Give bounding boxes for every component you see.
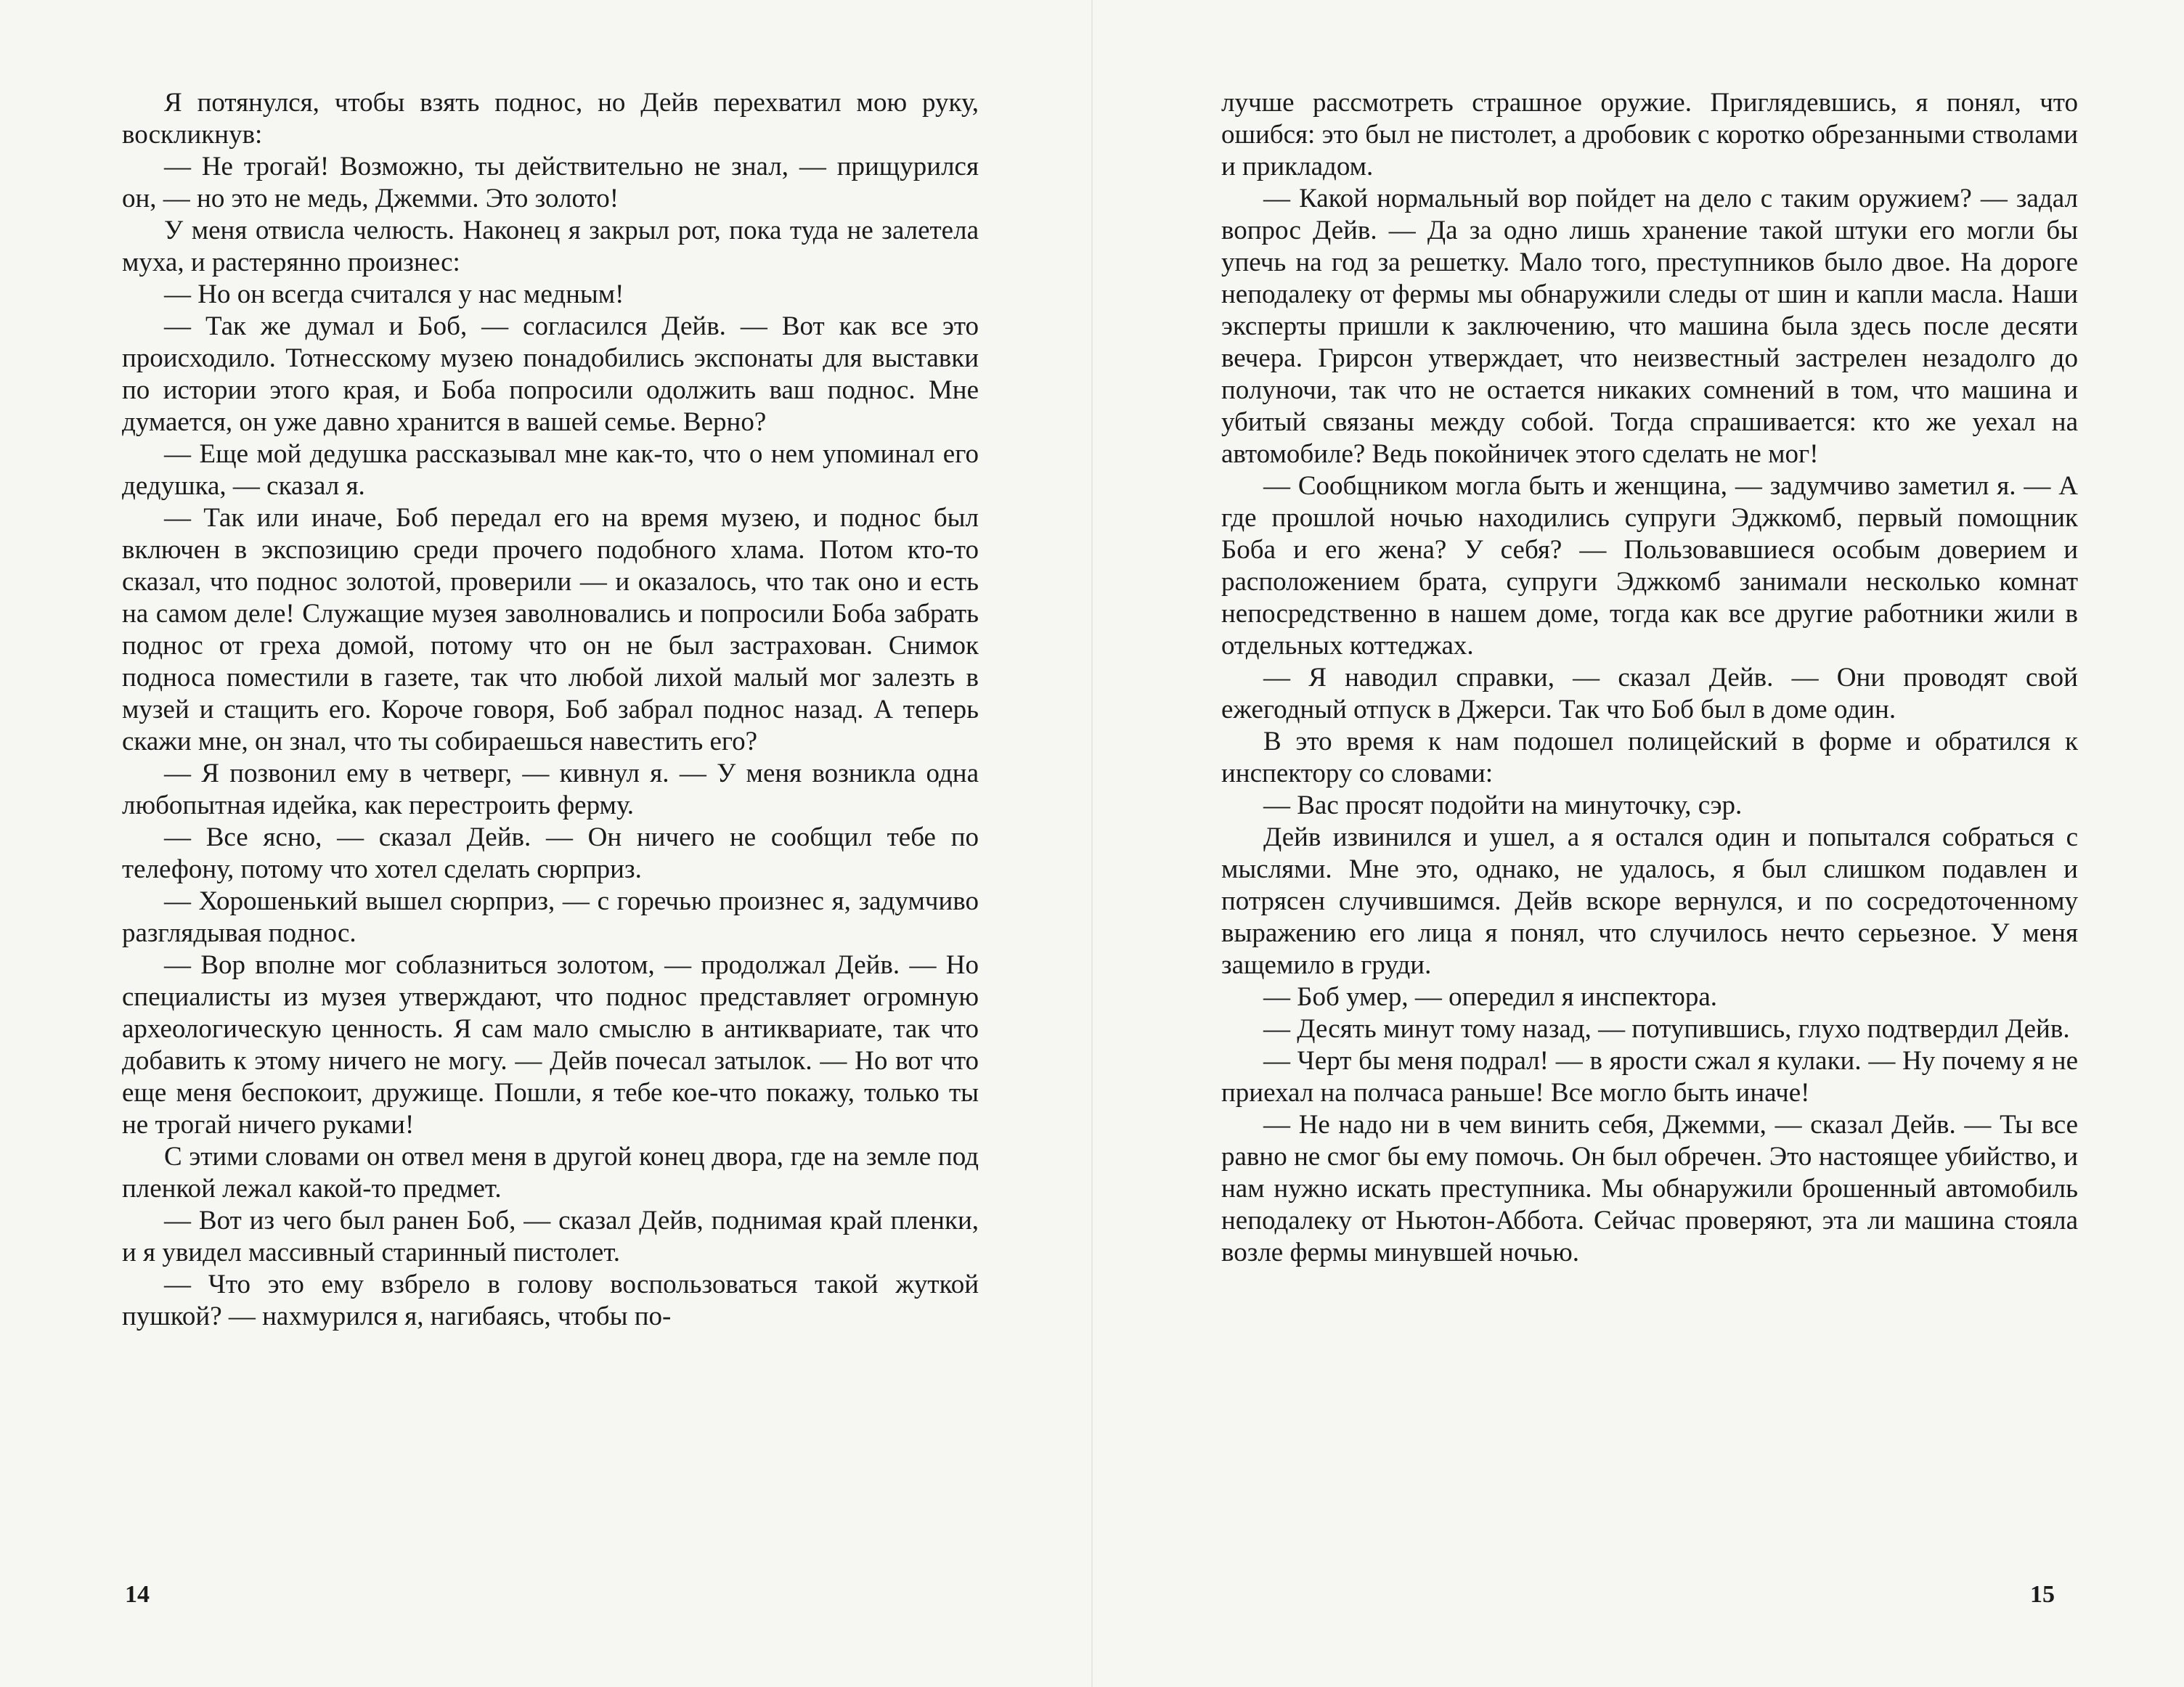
right-page-text [1221,87,2078,1269]
paragraph: — Я наводил справки, — сказал Дейв. — Они проводят свой ежегодный отпуск в Джерси. Так что Боб был в доме один. [1221,663,2078,724]
paragraph: — Так же думал и Боб, — согласился Дейв. — Вот как все это происходило. Тотнесскому музею понадобились экспонаты для выставки по истории этого края, и Боба попросили одолжить ваш поднос. Мне думается, он уже давно хранится в вашей семье. Верно? [122,311,979,437]
paragraph: Я потянулся, чтобы взять поднос, но Дейв перехватил мою руку, воскликнув: [122,88,979,150]
paragraph: — Черт бы меня подрал! — в ярости сжал я кулаки. — Ну почему я не приехал на полчаса раньше! Все могло быть иначе! [1221,1046,2078,1108]
paragraph: У меня отвисла челюсть. Наконец я закрыл рот, пока туда не залетела муха, и растерянно произнес: [122,216,979,277]
paragraph: — Вор вполне мог соблазниться золотом, — продолжал Дейв. — Но специалисты из музея утверждают, что поднос представляет огромную археологическую ценность. Я сам мало смыслю в антиквариате, так что добавить к этому ничего не могу. — Дейв почесал затылок. — Но вот что еще меня беспокоит, дружище. Пошли, я тебе кое-что покажу, только ты не трогай ничего руками! [122,950,979,1140]
page-number: 14 [125,1581,150,1608]
paragraph: — Еще мой дедушка рассказывал мне как-то, что о нем упоминал его дедушка, — сказал я. [122,439,979,501]
paragraph: — Что это ему взбрело в голову воспользоваться такой жуткой пушкой? — нахмурился я, нагибаясь, чтобы по- [122,1270,979,1331]
paragraph: — Сообщником могла быть и женщина, — задумчиво заметил я. — А где прошлой ночью находились супруги Эджкомб, первый помощник Боба и его жена? У себя? — Пользовавшиеся особым доверием и расположением брата, супруги Эджкомб занимали несколько комнат непосредственно в нашем доме, тогда как все другие работники жили в отдельных коттеджах. [1221,471,2078,661]
paragraph: — Все ясно, — сказал Дейв. — Он ничего не сообщил тебе по телефону, потому что хотел сделать сюрприз. [122,822,979,884]
paragraph: — Не надо ни в чем винить себя, Джемми, — сказал Дейв. — Ты все равно не смог бы ему помочь. Он был обречен. Это настоящее убийство, и нам нужно искать преступника. Мы обнаружили брошенный автомобиль неподалеку от Ньютон-Аббота. Сейчас проверяют, эта ли машина стояла возле фермы минувшей ночью. [1221,1110,2078,1267]
paragraph: — Десять минут тому назад, — потупившись, глухо подтвердил Дейв. [1263,1014,2070,1044]
paragraph: — Боб умер, — опередил я инспектора. [1263,982,1718,1012]
paragraph: — Вот из чего был ранен Боб, — сказал Дейв, поднимая край пленки, и я увидел массивный старинный пистолет. [122,1206,979,1267]
paragraph: — Но он всегда считался у нас медным! [164,279,624,309]
page-number: 15 [2030,1581,2055,1608]
paragraph: — Хорошенький вышел сюрприз, — с горечью произнес я, задумчиво разглядывая поднос. [122,886,979,948]
left-page-text [122,87,979,1333]
paragraph: С этими словами он отвел меня в другой конец двора, где на земле под пленкой лежал какой-то предмет. [122,1142,979,1204]
paragraph: Дейв извинился и ушел, а я остался один и попытался собраться с мыслями. Мне это, однако, не удалось, я был слишком подавлен и потрясен случившимся. Дейв вскоре вернулся, и по сосредоточенному выражению его лица я понял, что случилось нечто серьезное. У меня защемило в груди. [1221,822,2078,980]
paragraph: лучше рассмотреть страшное оружие. Приглядевшись, я понял, что ошибся: это был не пистолет, а дробовик с коротко обрезанными стволами и прикладом. [1221,88,2078,181]
paragraph: — Не трогай! Возможно, ты действительно не знал, — прищурился он, — но это не медь, Джемми. Это золото! [122,152,979,213]
paragraph: В это время к нам подошел полицейский в форме и обратился к инспектору со словами: [1221,727,2078,788]
paragraph: — Вас просят подойти на минуточку, сэр. [1263,791,1743,820]
paragraph: — Так или иначе, Боб передал его на время музею, и поднос был включен в экспозицию среди прочего подобного хлама. Потом кто-то сказал, что поднос золотой, проверили — и оказалось, что так оно и есть на самом деле! Служащие музея заволновались и попросили Боба забрать поднос от греха домой, потому что он не был застрахован. Снимок подноса поместили в газете, так что любой лихой малый мог залезть в музей и стащить его. Короче говоря, Боб забрал поднос назад. А теперь скажи мне, он знал, что ты собираешься навестить его? [122,503,979,756]
right-page [1092,0,2184,1687]
paragraph: — Я позвонил ему в четверг, — кивнул я. — У меня возникла одна любопытная идейка, как перестроить ферму. [122,759,979,820]
paragraph: — Какой нормальный вор пойдет на дело с таким оружием? — задал вопрос Дейв. — Да за одно лишь хранение такой штуки его могли бы упечь на год за решетку. Мало того, преступников было двое. На дороге неподалеку от фермы мы обнаружили следы от шин и капли масла. Наши эксперты пришли к заключению, что машина была здесь после десяти вечера. Грирсон утверждает, что неизвестный застрелен незадолго до полуночи, так что не остается никаких сомнений в том, что машина и убитый связаны между собой. Тогда спрашивается: кто же уехал на автомобиле? Ведь покойничек этого сделать не мог! [1221,184,2078,469]
